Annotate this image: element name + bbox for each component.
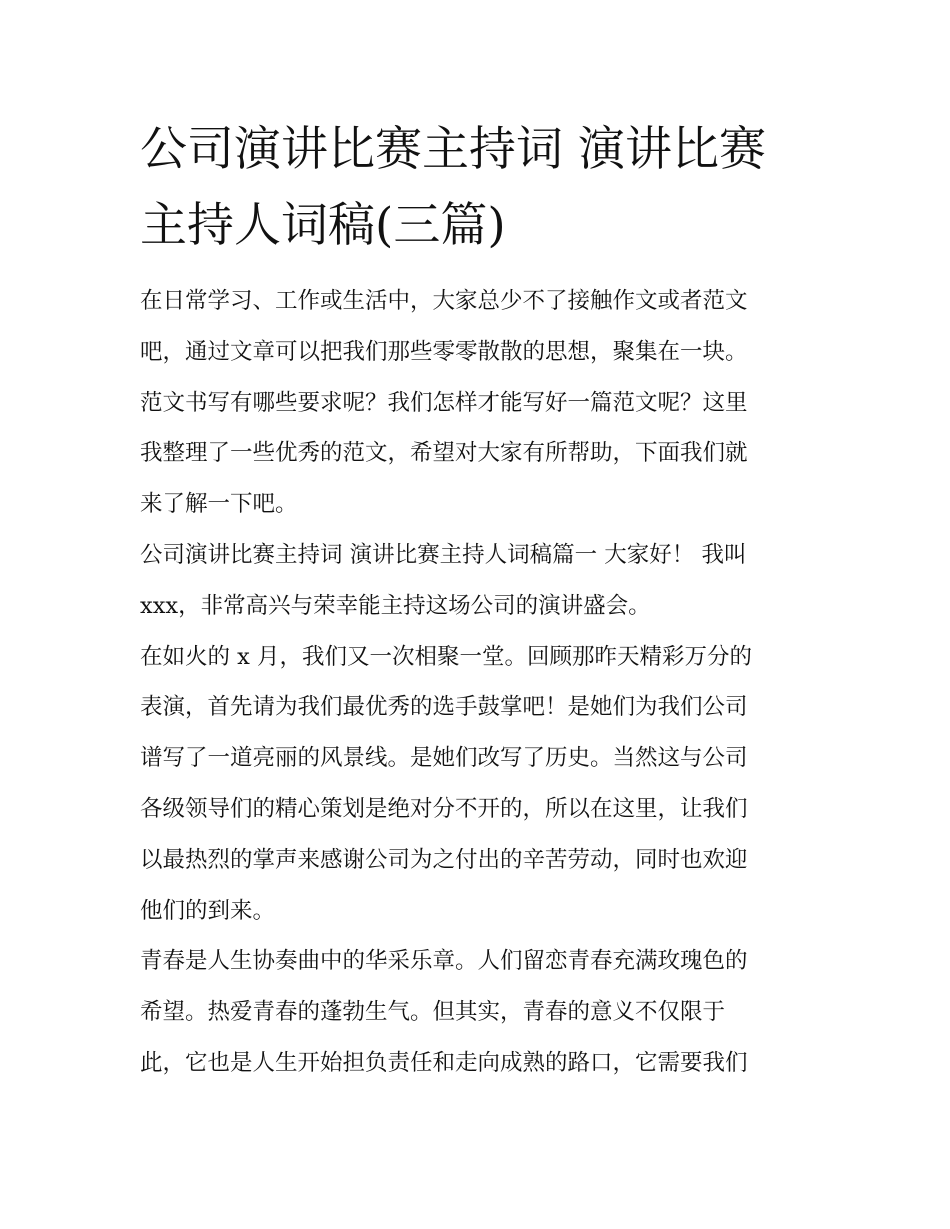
paragraph-line: xxx，非常高兴与荣幸能主持这场公司的演讲盛会。 — [140, 592, 651, 619]
paragraph-line: 各级领导们的精心策划是绝对分不开的，所以在这里，让我们 — [140, 795, 748, 822]
paragraph-line: 表演，首先请为我们最优秀的选手鼓掌吧！是她们为我们公司 — [140, 694, 748, 721]
paragraph-line: 以最热烈的掌声来感谢公司为之付出的辛苦劳动，同时也欢迎 — [140, 846, 748, 873]
paragraph-line: 此，它也是人生开始担负责任和走向成熟的路口，它需要我们 — [140, 1049, 748, 1076]
paragraph-line: 来了解一下吧。 — [140, 491, 298, 518]
paragraph-line: 我整理了一些优秀的范文，希望对大家有所帮助，下面我们就 — [140, 440, 748, 467]
paragraph-line: 希望。热爱青春的蓬勃生气。但其实，青春的意义不仅限于 — [140, 999, 726, 1026]
paragraph-line: 青春是人生协奏曲中的华采乐章。人们留恋青春充满玫瑰色的 — [140, 948, 748, 975]
paragraph-line: 谱写了一道亮丽的风景线。是她们改写了历史。当然这与公司 — [140, 745, 748, 772]
paragraph-line: 他们的到来。 — [140, 897, 276, 924]
paragraph-line: 范文书写有哪些要求呢？我们怎样才能写好一篇范文呢？这里 — [140, 389, 748, 416]
title-line: 公司演讲比赛主持词 演讲比赛 — [140, 122, 766, 177]
paragraph-line: 在日常学习、工作或生活中，大家总少不了接触作文或者范文 — [140, 288, 748, 314]
document-body — [140, 276, 830, 1089]
paragraph-line: 公司演讲比赛主持词 演讲比赛主持人词稿篇一 大家好！ 我叫 — [140, 541, 747, 568]
document-title — [140, 112, 820, 264]
title-line: 主持人词稿(三篇) — [140, 198, 506, 253]
paragraph-line: 吧，通过文章可以把我们那些零零散散的思想，聚集在一块。 — [140, 338, 748, 365]
paragraph-line: 在如火的 x 月，我们又一次相聚一堂。回顾那昨天精彩万分的 — [140, 643, 752, 670]
